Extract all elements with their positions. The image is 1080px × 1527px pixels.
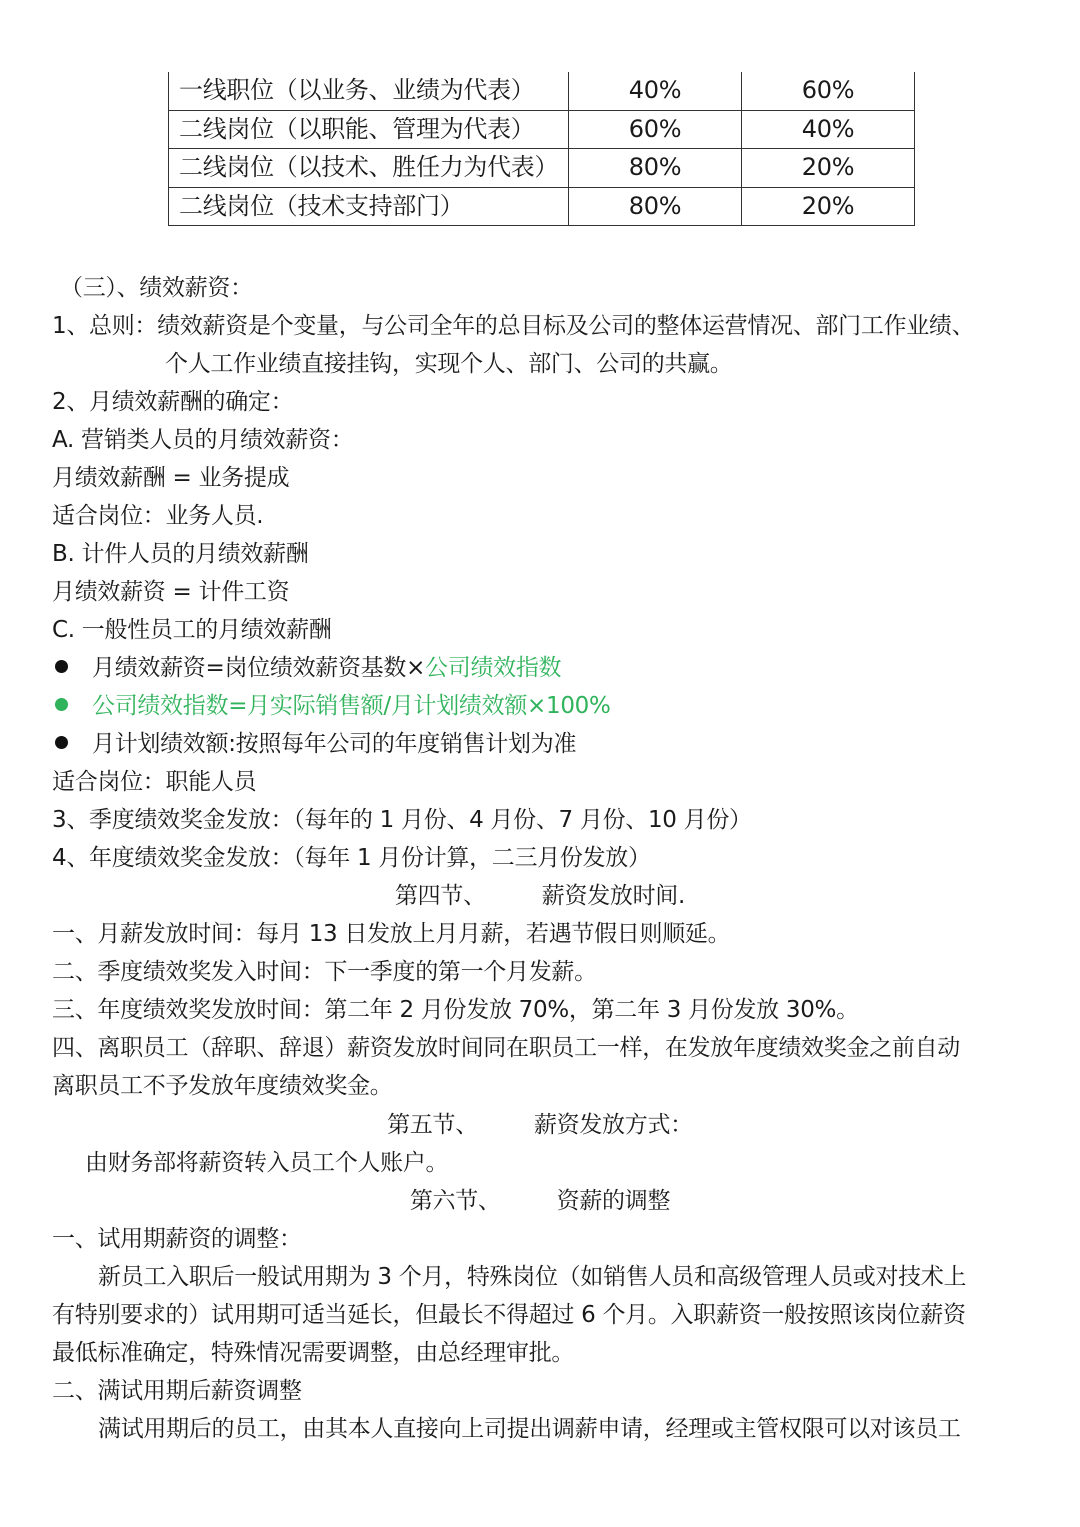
subheading: 一、试用期薪资的调整： — [52, 1226, 302, 1252]
ratio-cell: 20% — [742, 187, 915, 226]
paragraph: 1、总则：绩效薪资是个变量，与公司全年的总目标及公司的整体运营情况、部门工作业绩、 — [52, 313, 975, 339]
position-cell: 二线岗位（技术支持部门） — [169, 187, 569, 226]
bullet-item — [52, 649, 561, 687]
subheading: C. 一般性员工的月绩效薪酬 — [52, 617, 332, 643]
paragraph: 三、年度绩效奖发放时间：第二年 2 月份发放 70%，第二年 3 月份发放 30%。 — [52, 997, 859, 1023]
position-cell: 二线岗位（以技术、胜任力为代表） — [169, 149, 569, 188]
formula: 月绩效薪酬 = 业务提成 — [52, 465, 290, 491]
paragraph: 适合岗位：业务人员. — [52, 503, 264, 529]
subheading: 二、满试用期后薪资调整 — [52, 1378, 302, 1404]
section-name: 薪资发放时间. — [541, 883, 686, 909]
bullet-item — [52, 687, 611, 725]
ratio-cell: 80% — [569, 187, 742, 226]
bullet-text: 月绩效薪资=岗位绩效薪资基数× — [92, 655, 426, 681]
ratio-cell: 60% — [742, 72, 915, 110]
ratio-cell: 20% — [742, 149, 915, 188]
section-name: 薪资发放方式： — [533, 1112, 693, 1138]
paragraph: 适合岗位：职能人员 — [52, 769, 257, 795]
paragraph: 满试用期后的员工，由其本人直接向上司提出调薪申请，经理或主管权限可以对该员工 — [98, 1416, 961, 1442]
paragraph: 离职员工不予发放年度绩效奖金。 — [52, 1073, 393, 1099]
section-title — [0, 877, 1080, 915]
paragraph: 3、季度绩效奖金发放：（每年的 1 月份、4 月份、7 月份、10 月份） — [52, 807, 752, 833]
formula: 月绩效薪资 = 计件工资 — [52, 579, 290, 605]
position-cell: 一线职位（以业务、业绩为代表） — [169, 72, 569, 110]
ratio-cell: 40% — [569, 72, 742, 110]
bullet-dot-icon — [55, 736, 68, 749]
table-row — [169, 72, 915, 110]
bullet-dot-icon — [55, 698, 68, 711]
paragraph: 4、年度绩效奖金发放：（每年 1 月份计算，二三月份发放） — [52, 845, 651, 871]
paragraph: 四、离职员工（辞职、辞退）薪资发放时间同在职员工一样，在发放年度绩效奖金之前自动 — [52, 1035, 961, 1061]
ratio-cell: 80% — [569, 149, 742, 188]
paragraph: 二、季度绩效奖发入时间：下一季度的第一个月发薪。 — [52, 959, 597, 985]
paragraph: 新员工入职后一般试用期为 3 个月，特殊岗位（如销售人员和高级管理人员或对技术上 — [98, 1264, 967, 1290]
paragraph: 2、月绩效薪酬的确定： — [52, 389, 294, 415]
paragraph: 最低标准确定，特殊情况需要调整，由总经理审批。 — [52, 1340, 575, 1366]
table-row — [169, 110, 915, 149]
subheading: B. 计件人员的月绩效薪酬 — [52, 541, 309, 567]
section-title — [0, 1182, 1080, 1220]
bullet-text: 月计划绩效额:按照每年公司的年度销售计划为准 — [92, 731, 577, 757]
section-name: 资薪的调整 — [556, 1188, 671, 1214]
paragraph: 由财务部将薪资转入员工个人账户。 — [85, 1150, 449, 1176]
section-number: 第六节、 — [409, 1188, 501, 1214]
paragraph: 一、月薪发放时间：每月 13 日发放上月月薪，若遇节假日则顺延。 — [52, 921, 731, 947]
ratio-cell: 40% — [742, 110, 915, 149]
bullet-item — [52, 725, 576, 763]
section-number: 第五节、 — [387, 1112, 478, 1138]
bullet-dot-icon — [55, 660, 68, 673]
section-number: 第四节、 — [394, 883, 486, 909]
table-row — [169, 149, 915, 188]
position-cell: 二线岗位（以职能、管理为代表） — [169, 110, 569, 149]
bullet-text-highlight: 公司绩效指数=月实际销售额/月计划绩效额×100% — [92, 693, 611, 719]
performance-heading: （三）、绩效薪资： — [60, 275, 253, 301]
paragraph: 有特别要求的）试用期可适当延长，但最长不得超过 6 个月。入职薪资一般按照该岗位薪资 — [52, 1302, 966, 1328]
section-title — [0, 1106, 1080, 1144]
bullet-text-highlight: 公司绩效指数 — [425, 655, 562, 681]
table-row — [169, 187, 915, 226]
paragraph: 个人工作业绩直接挂钩，实现个人、部门、公司的共赢。 — [165, 351, 733, 377]
ratio-cell: 60% — [569, 110, 742, 149]
subheading: A. 营销类人员的月绩效薪资： — [52, 427, 354, 453]
salary-ratio-table — [168, 72, 915, 226]
